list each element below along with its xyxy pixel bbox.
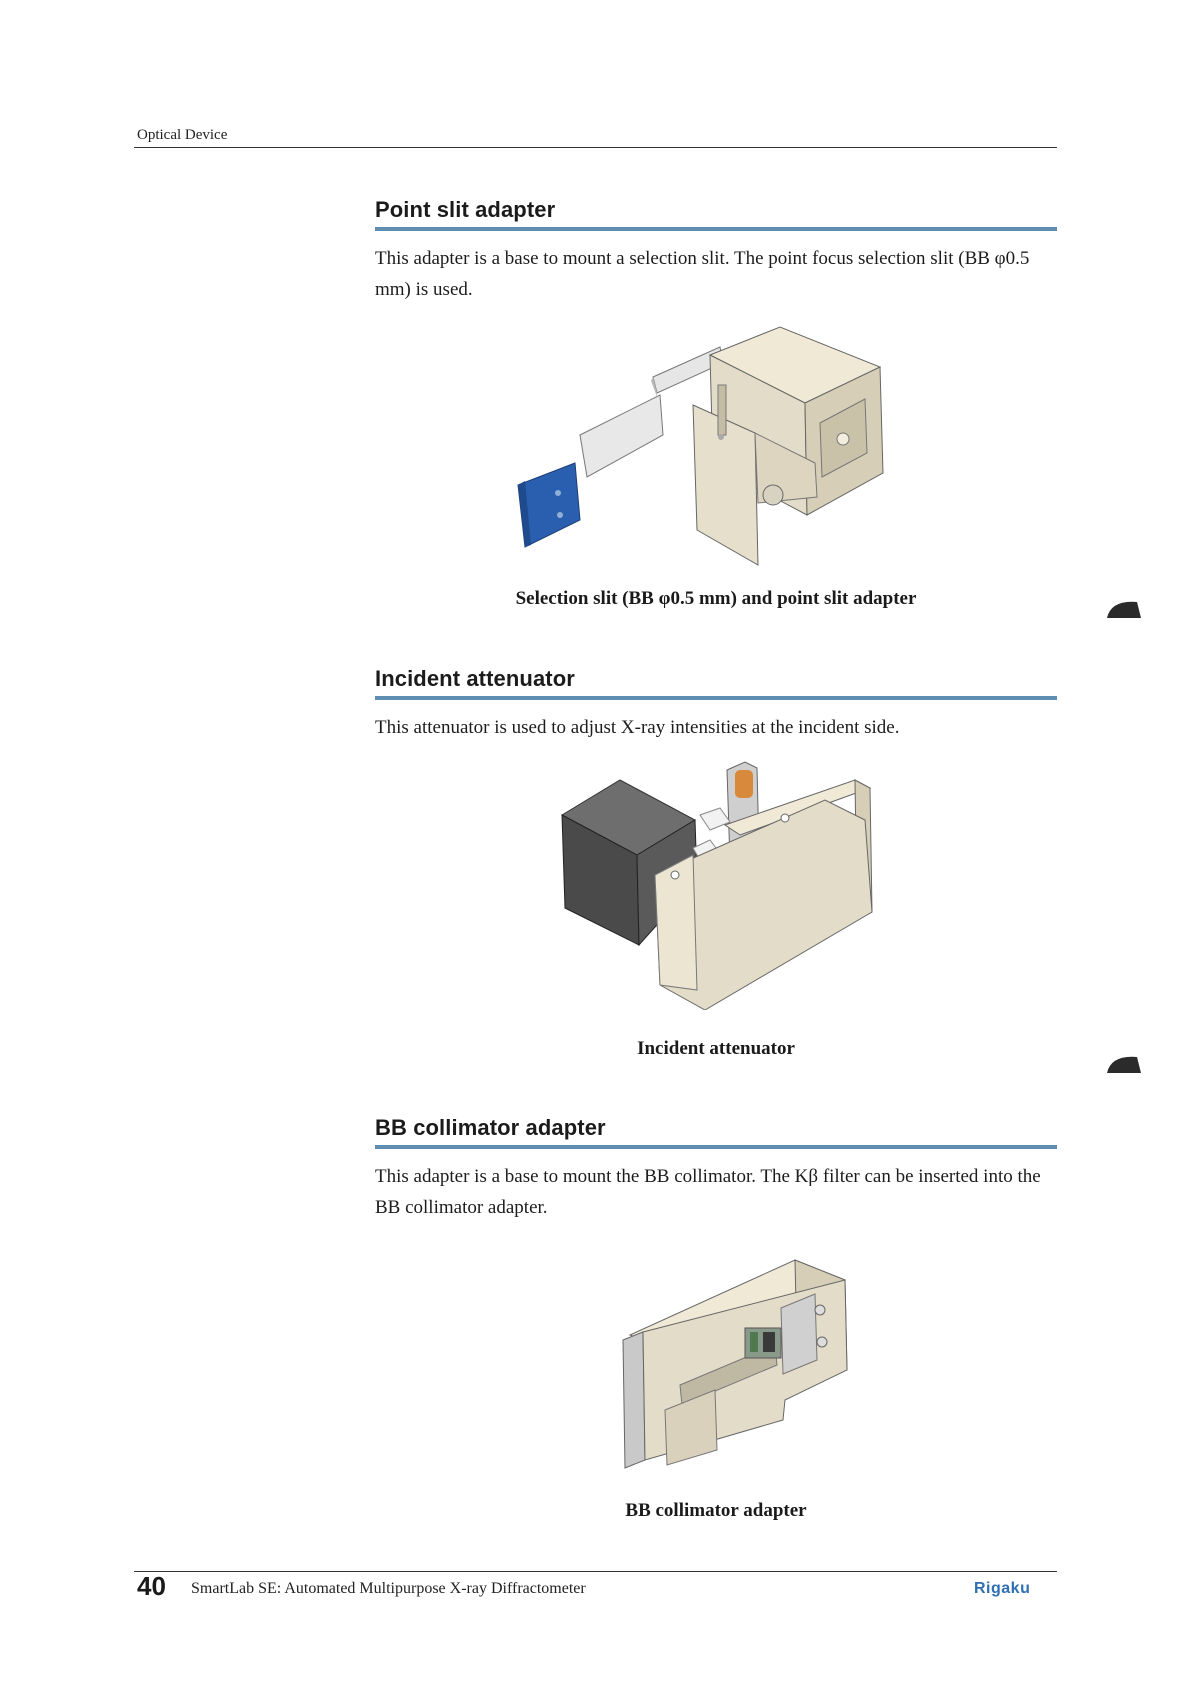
figure-incident-attenuator	[375, 760, 1057, 1010]
point-slit-adapter-illustration	[375, 325, 1057, 575]
margin-tab-mark	[1107, 600, 1141, 618]
figure-caption-incident-attenuator: Incident attenuator	[637, 1038, 795, 1059]
section-title-incident-attenuator: Incident attenuator	[375, 666, 575, 691]
section-body-bb-collimator-adapter: This adapter is a base to mount the BB collimator. The Kβ filter can be inserted into the BB collimator adapter.	[375, 1166, 1041, 1218]
brand-logo: Rigaku	[974, 1580, 1031, 1597]
incident-attenuator-illustration	[375, 760, 1057, 1010]
section-title-bb-collimator-adapter: BB collimator adapter	[375, 1115, 606, 1140]
running-head: Optical Device	[137, 127, 228, 143]
section-rule	[375, 227, 1057, 231]
footer-rule	[134, 1571, 1057, 1572]
margin-tab-mark	[1107, 1055, 1141, 1073]
bb-collimator-adapter-illustration	[375, 1250, 1057, 1475]
figure-caption-point-slit-adapter: Selection slit (BB φ0.5 mm) and point slit adapter	[515, 588, 917, 609]
section-rule	[375, 696, 1057, 700]
section-body-incident-attenuator: This attenuator is used to adjust X-ray intensities at the incident side.	[375, 717, 900, 738]
figure-point-slit-adapter	[375, 325, 1057, 575]
page-number: 40	[137, 1571, 166, 1601]
footer-title: SmartLab SE: Automated Multipurpose X-ray Diffractometer	[191, 1580, 586, 1597]
figure-bb-collimator-adapter	[375, 1250, 1057, 1475]
figure-caption-bb-collimator-adapter: BB collimator adapter	[625, 1500, 807, 1521]
section-title-point-slit-adapter: Point slit adapter	[375, 197, 556, 222]
header-rule	[134, 147, 1057, 148]
section-body-point-slit-adapter: This adapter is a base to mount a selection slit. The point focus selection slit (BB φ0.5 mm) is used.	[375, 248, 1030, 300]
section-rule	[375, 1145, 1057, 1149]
